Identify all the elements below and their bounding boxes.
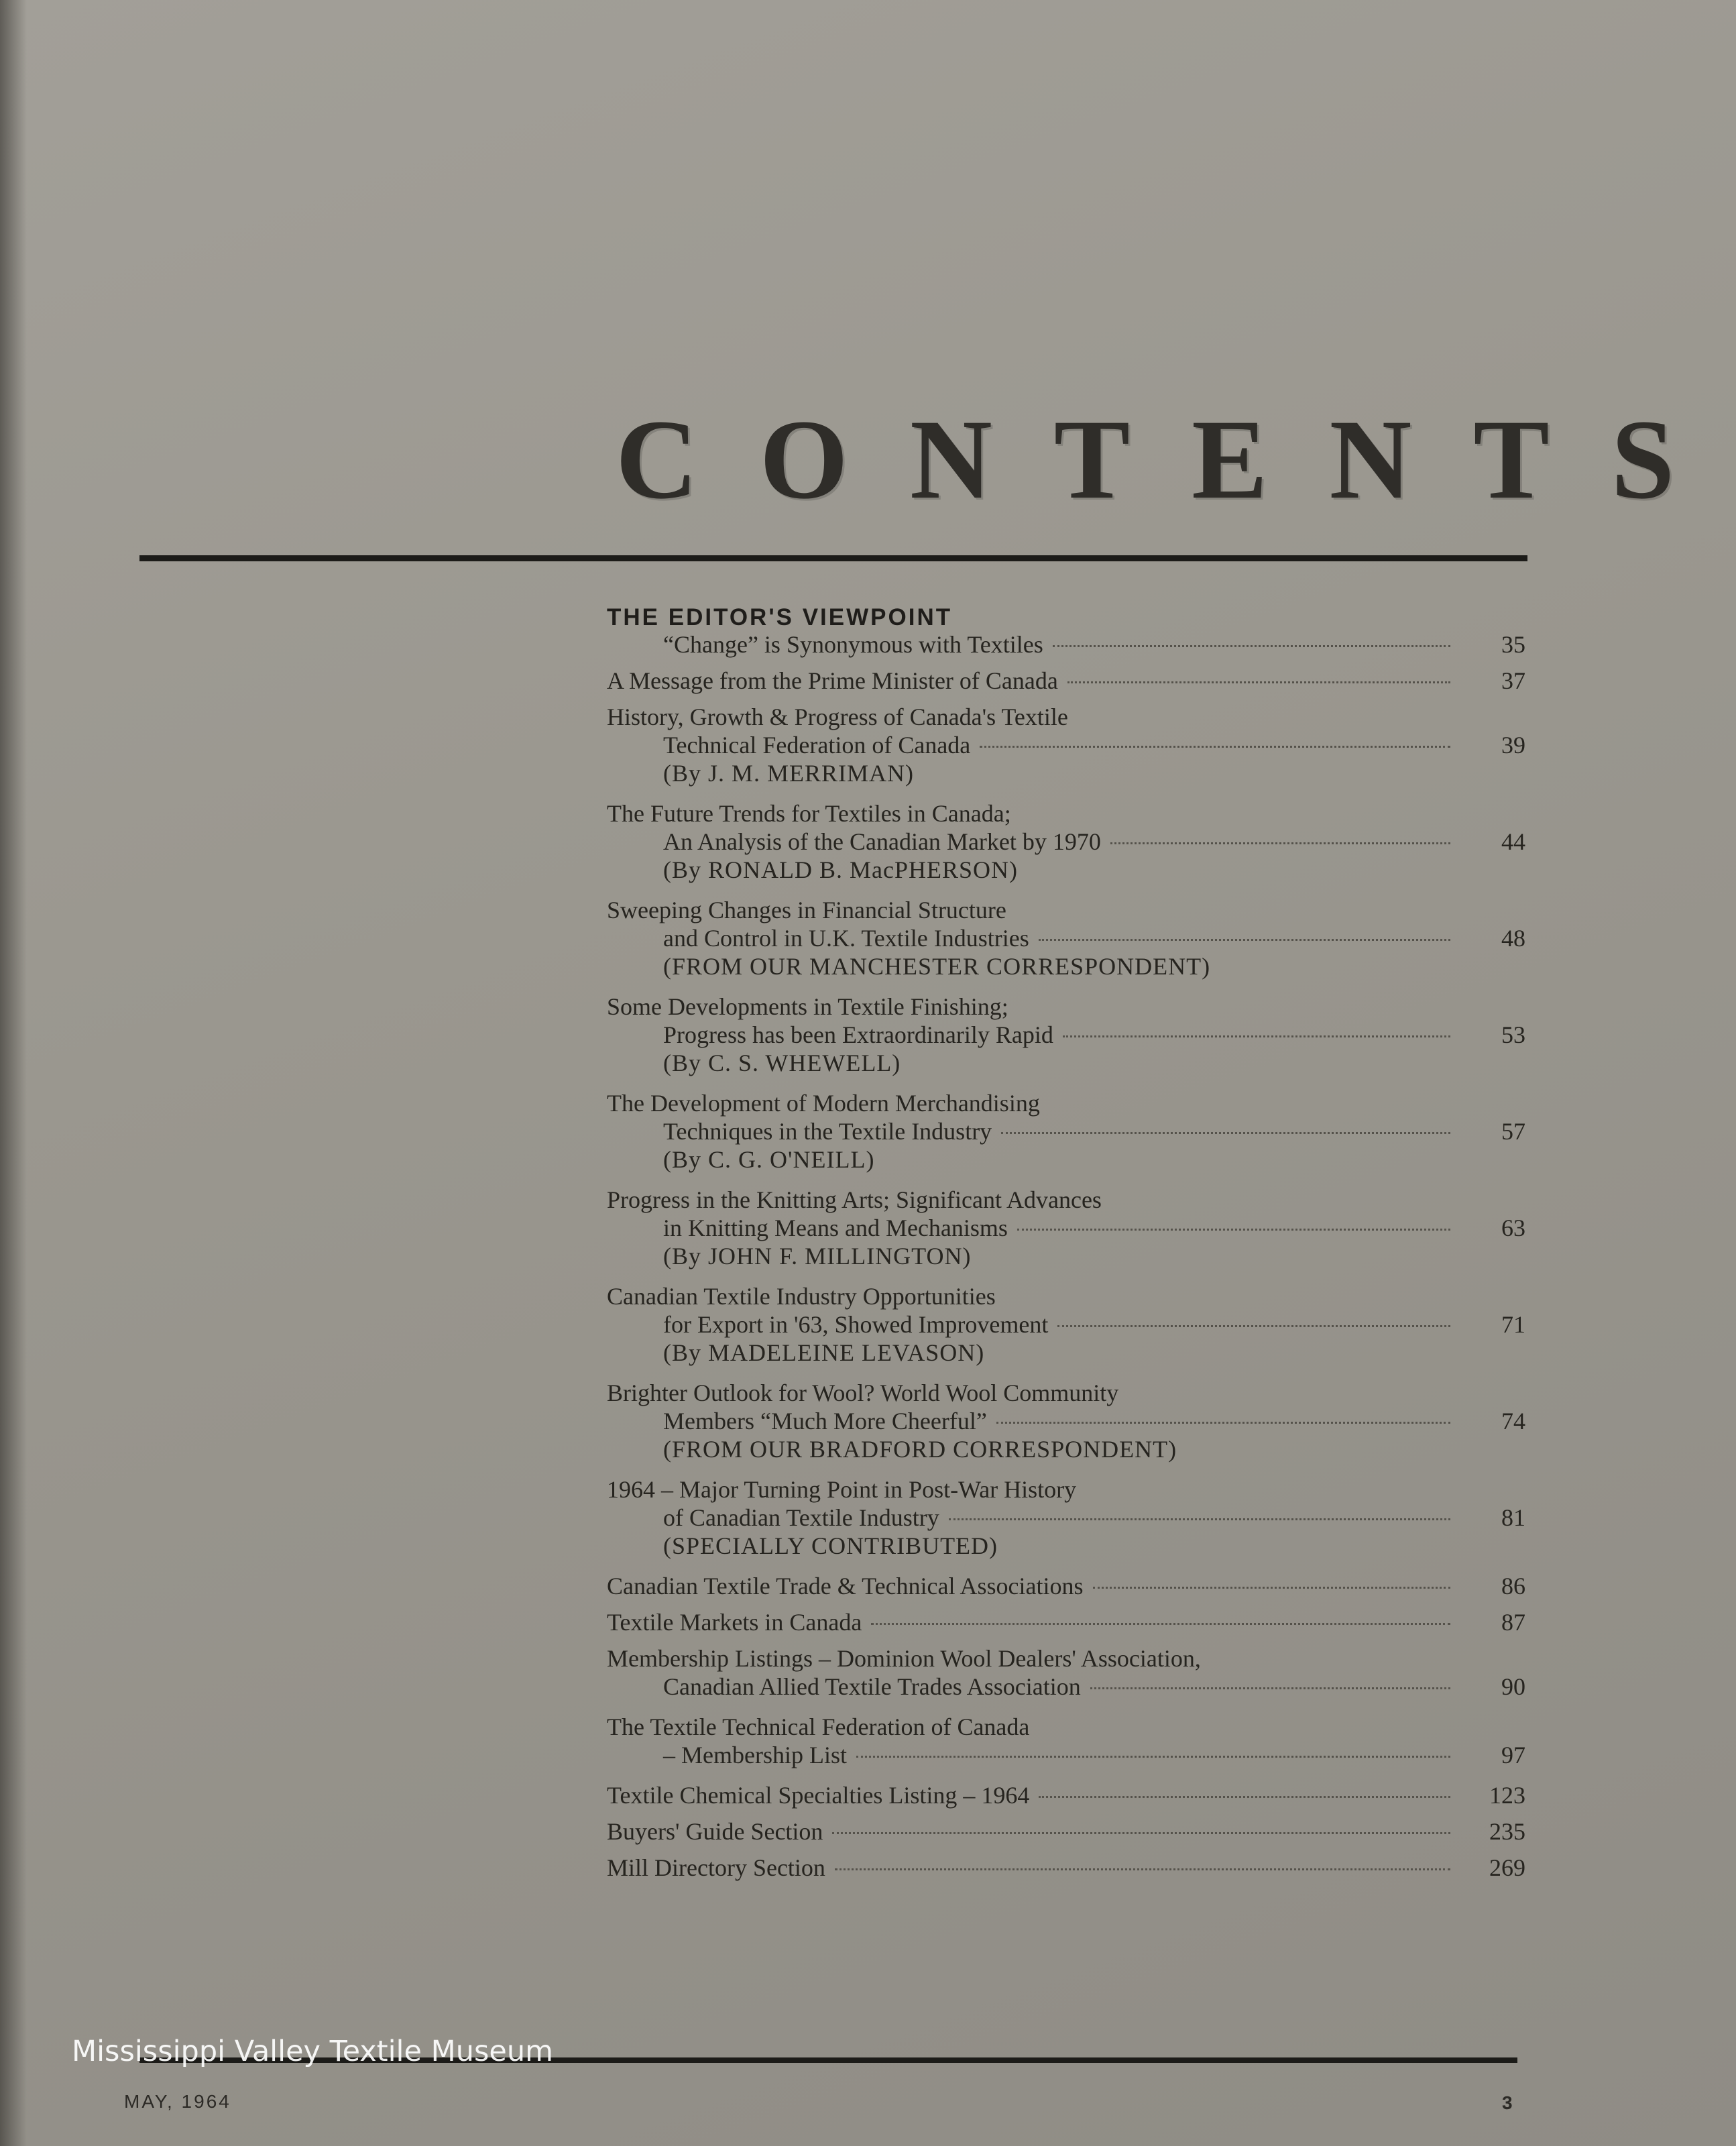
toc-entry-line (607, 1407, 1525, 1435)
toc-entry (607, 1572, 1525, 1600)
toc-entry-byline: (By C. G. O'NEILL) (663, 1146, 875, 1173)
toc-entry-title: History, Growth & Progress of Canada's Textile (607, 703, 1068, 730)
toc-entry-line (607, 1644, 1525, 1673)
toc-page-number: 35 (1501, 631, 1525, 658)
toc-entry-byline: (FROM OUR MANCHESTER CORRESPONDENT) (663, 953, 1211, 980)
toc-entry-line (607, 630, 1525, 659)
dot-leader (1090, 1687, 1450, 1689)
section-heading: THE EDITOR'S VIEWPOINT (607, 604, 953, 630)
toc-entry-byline: (FROM OUR BRADFORD CORRESPONDENT) (663, 1436, 1177, 1463)
page-title: CONTENTS (616, 396, 1736, 522)
dot-leader (1017, 1229, 1450, 1231)
toc-entry-title: Progress has been Extraordinarily Rapid (663, 1021, 1053, 1048)
toc-entry (607, 667, 1525, 695)
toc-entry-line (607, 896, 1525, 924)
toc-page-number: 39 (1501, 732, 1525, 758)
toc-entry-byline: (By JOHN F. MILLINGTON) (663, 1243, 972, 1269)
toc-page-number: 37 (1501, 667, 1525, 694)
toc-entry-title: The Development of Modern Merchandising (607, 1090, 1040, 1117)
toc-entry (607, 630, 1525, 659)
toc-entry-title: Mill Directory Section (607, 1854, 825, 1881)
toc-entry-line (607, 1608, 1525, 1636)
toc-page-number: 86 (1501, 1573, 1525, 1599)
dot-leader (949, 1518, 1450, 1520)
toc-entry-title: Progress in the Knitting Arts; Significant Advances (607, 1186, 1102, 1213)
toc-entry (607, 1475, 1525, 1560)
toc-entry-title: The Textile Technical Federation of Canada (607, 1713, 1030, 1740)
toc-entry-title: Canadian Textile Industry Opportunities (607, 1283, 996, 1310)
toc-entry (607, 1854, 1525, 1882)
toc-entry-title: of Canadian Textile Industry (663, 1504, 939, 1531)
dot-leader (1039, 939, 1450, 941)
issue-date: MAY, 1964 (124, 2091, 231, 2112)
toc-entry (607, 993, 1525, 1077)
toc-page-number: 97 (1501, 1742, 1525, 1768)
toc-entry-title: in Knitting Means and Mechanisms (663, 1215, 1008, 1241)
toc-page-number: 123 (1489, 1782, 1525, 1809)
dot-leader (871, 1623, 1450, 1625)
toc-entry (607, 1379, 1525, 1463)
dot-leader (1001, 1132, 1450, 1134)
toc-entry-line (607, 828, 1525, 856)
toc-entry (607, 1644, 1525, 1701)
toc-entry-line (607, 1854, 1525, 1882)
toc-page-number: 53 (1501, 1021, 1525, 1048)
toc-entry-title: A Message from the Prime Minister of Canada (607, 667, 1058, 694)
museum-watermark: Mississippi Valley Textile Museum (72, 2035, 553, 2068)
toc-entry-title: Some Developments in Textile Finishing; (607, 993, 1008, 1020)
toc-entry-line (607, 1741, 1525, 1769)
toc-entry-title: Sweeping Changes in Financial Structure (607, 897, 1006, 923)
toc-entry-title: “Change” is Synonymous with Textiles (663, 631, 1043, 658)
toc-page-number: 44 (1501, 828, 1525, 855)
toc-entry (607, 1282, 1525, 1367)
toc-entry-line (607, 1186, 1525, 1214)
toc-entry-line (607, 1117, 1525, 1145)
toc-page-number: 48 (1501, 925, 1525, 952)
toc-entry-line (607, 1089, 1525, 1117)
toc-entry-line (607, 1817, 1525, 1846)
page-spine-shadow (0, 0, 27, 2146)
toc-entry-line (607, 1282, 1525, 1310)
toc-entry-title: Buyers' Guide Section (607, 1818, 823, 1845)
toc-entry-line (607, 703, 1525, 731)
toc-entry-line (607, 924, 1525, 952)
toc-entry (607, 1089, 1525, 1174)
toc-entry-title: Canadian Allied Textile Trades Association (663, 1673, 1081, 1700)
toc-entry-title: Technical Federation of Canada (663, 732, 971, 758)
toc-entry-line (607, 1379, 1525, 1407)
toc-entry-byline: (By RONALD B. MacPHERSON) (663, 856, 1018, 883)
toc-page-number: 81 (1501, 1504, 1525, 1531)
toc-entry-title: Textile Chemical Specialties Listing – 1964 (607, 1782, 1030, 1809)
toc-entry (607, 896, 1525, 980)
dot-leader (1053, 645, 1450, 647)
toc-entry-title: The Future Trends for Textiles in Canada; (607, 800, 1011, 827)
toc-page-number: 269 (1489, 1854, 1525, 1881)
toc-entry-title: Techniques in the Textile Industry (663, 1118, 992, 1145)
toc-entry-line (607, 1781, 1525, 1809)
toc-page-number: 74 (1501, 1408, 1525, 1434)
toc-entry-line (607, 1475, 1525, 1504)
toc-entry (607, 1817, 1525, 1846)
dot-leader (1039, 1796, 1450, 1798)
dot-leader (1110, 842, 1450, 844)
toc-entry-title: Canadian Textile Trade & Technical Associations (607, 1573, 1084, 1599)
dot-leader (856, 1756, 1450, 1758)
toc-entry-line (607, 667, 1525, 695)
dot-leader (835, 1868, 1450, 1870)
dot-leader (1057, 1325, 1450, 1327)
dot-leader (1063, 1035, 1450, 1037)
dot-leader (1067, 681, 1450, 683)
toc-entry-title: Members “Much More Cheerful” (663, 1408, 987, 1434)
toc-entry-title: Textile Markets in Canada (607, 1609, 862, 1636)
toc-entry-byline: (By C. S. WHEWELL) (663, 1050, 901, 1076)
toc-entry (607, 1608, 1525, 1636)
toc-entry-title: 1964 – Major Turning Point in Post-War History (607, 1476, 1077, 1503)
toc-entry-byline: (By J. M. MERRIMAN) (663, 760, 915, 787)
toc-entry (607, 1186, 1525, 1270)
toc-entry-title: Brighter Outlook for Wool? World Wool Community (607, 1379, 1119, 1406)
toc-entry-title: – Membership List (663, 1742, 847, 1768)
toc-entry-line (607, 1310, 1525, 1339)
toc-page-number: 63 (1501, 1215, 1525, 1241)
toc-entry (607, 799, 1525, 884)
toc-entry (607, 1781, 1525, 1809)
toc-page-number: 57 (1501, 1118, 1525, 1145)
toc-entry-byline: (By MADELEINE LEVASON) (663, 1339, 985, 1366)
toc-entry-line (607, 993, 1525, 1021)
toc-entry-title: and Control in U.K. Textile Industries (663, 925, 1029, 952)
toc-entry-line (607, 1504, 1525, 1532)
toc-entry-line (607, 1021, 1525, 1049)
dot-leader (1093, 1587, 1450, 1589)
toc-entry-title: An Analysis of the Canadian Market by 1970 (663, 828, 1101, 855)
toc-page-number: 71 (1501, 1311, 1525, 1338)
toc-entry-line (607, 731, 1525, 759)
dot-leader (996, 1422, 1450, 1424)
toc-entry (607, 1713, 1525, 1769)
toc-entry-line (607, 1572, 1525, 1600)
toc-entry-line (607, 1713, 1525, 1741)
toc-page-number: 235 (1489, 1818, 1525, 1845)
dot-leader (832, 1832, 1450, 1834)
toc-entry-line (607, 1214, 1525, 1242)
toc-entry-byline: (SPECIALLY CONTRIBUTED) (663, 1532, 998, 1559)
folio-number: 3 (1502, 2092, 1513, 2113)
toc-page-number: 90 (1501, 1673, 1525, 1700)
top-rule (139, 555, 1527, 561)
toc-entry-title: for Export in '63, Showed Improvement (663, 1311, 1049, 1338)
toc-entry (607, 703, 1525, 787)
table-of-contents (607, 604, 1525, 1890)
toc-entry-line (607, 799, 1525, 828)
toc-page-number: 87 (1501, 1609, 1525, 1636)
toc-entry-line (607, 1673, 1525, 1701)
dot-leader (980, 746, 1450, 748)
toc-entry-title: Membership Listings – Dominion Wool Dealers' Association, (607, 1645, 1201, 1672)
